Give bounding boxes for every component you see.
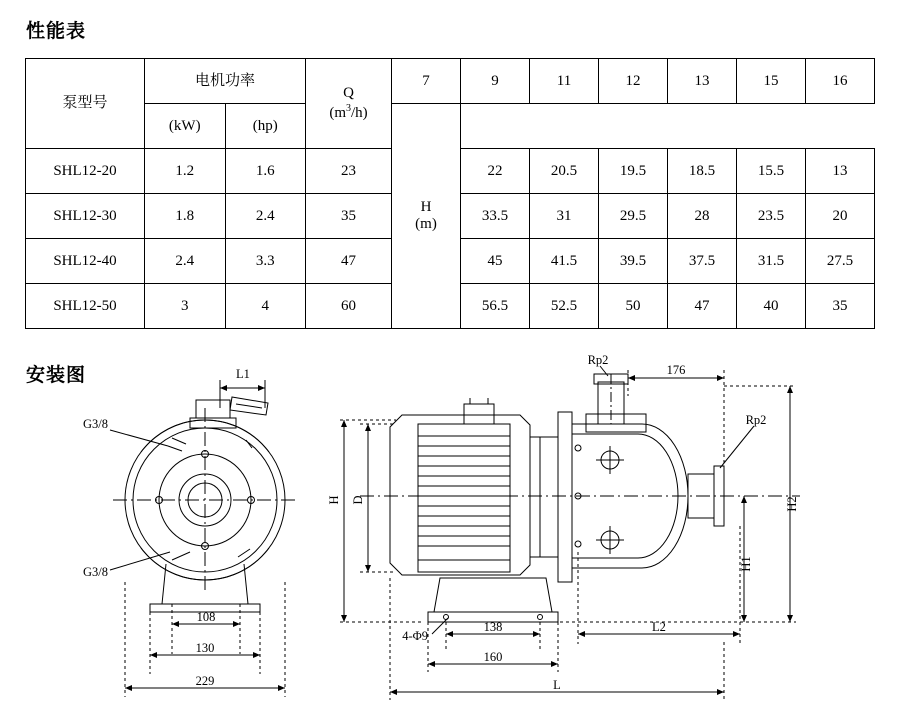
header-kw: (kW): [145, 104, 226, 149]
cell-head-5: 40: [737, 284, 806, 329]
installation-drawing: [0, 352, 900, 718]
cell-head-3: 29.5: [599, 194, 668, 239]
installation-drawing-svg: [0, 352, 900, 718]
cell-head-1: 56.5: [461, 284, 530, 329]
cell-kw: 1.8: [145, 194, 226, 239]
header-head-h: [392, 104, 461, 329]
header-flow-2: 11: [530, 59, 599, 104]
cell-head-2: 52.5: [530, 284, 599, 329]
cell-head-3: 19.5: [599, 149, 668, 194]
header-h-unit: (m): [415, 216, 437, 232]
cell-head-5: 15.5: [737, 149, 806, 194]
label-dim-176: 176: [666, 363, 686, 377]
cell-hp: 4: [225, 284, 306, 329]
header-flow-1: 9: [461, 59, 530, 104]
header-q-unit: $(m^3/h)$: [329, 102, 368, 121]
cell-kw: 3: [145, 284, 226, 329]
cell-kw: 1.2: [145, 149, 226, 194]
cell-head-6: 27.5: [806, 239, 875, 284]
table-header-row-1: [26, 59, 875, 104]
label-dim-108: 108: [196, 610, 216, 624]
cell-head-1: 22: [461, 149, 530, 194]
label-g38-bottom: G3/8: [83, 565, 108, 579]
cell-head-3: 39.5: [599, 239, 668, 284]
cell-head-6: 20: [806, 194, 875, 239]
cell-model: SHL12-40: [26, 239, 145, 284]
cell-head-2: 20.5: [530, 149, 599, 194]
header-h-symbol: H: [420, 198, 432, 215]
cell-head-4: 37.5: [668, 239, 737, 284]
label-l: L: [553, 678, 561, 692]
cell-model: SHL12-50: [26, 284, 145, 329]
cell-head-5: 31.5: [737, 239, 806, 284]
cell-model: SHL12-20: [26, 149, 145, 194]
header-motor-power: 电机功率: [145, 59, 306, 104]
label-h: H: [327, 495, 341, 505]
header-flow-5: 15: [737, 59, 806, 104]
right-view-group: [340, 366, 800, 700]
label-holes-4-phi9: 4-Φ9: [402, 629, 428, 643]
label-rp2-right: Rp2: [745, 413, 767, 427]
cell-head-0: 23: [306, 149, 392, 194]
installation-drawing-title: 安装图: [26, 365, 87, 386]
label-dim-229: 229: [195, 674, 215, 688]
cell-kw: 2.4: [145, 239, 226, 284]
cell-hp: 3.3: [225, 239, 306, 284]
cell-head-6: 13: [806, 149, 875, 194]
cell-hp: 1.6: [225, 149, 306, 194]
label-l2: L2: [652, 620, 666, 634]
cell-head-5: 23.5: [737, 194, 806, 239]
label-h2: H2: [785, 496, 799, 512]
cell-model: SHL12-30: [26, 194, 145, 239]
label-d: D: [351, 495, 365, 505]
cell-head-1: 45: [461, 239, 530, 284]
cell-head-4: 18.5: [668, 149, 737, 194]
cell-head-1: 33.5: [461, 194, 530, 239]
cell-head-2: 41.5: [530, 239, 599, 284]
cell-head-0: 35: [306, 194, 392, 239]
label-dim-138: 138: [483, 620, 503, 634]
cell-head-0: 47: [306, 239, 392, 284]
cell-head-6: 35: [806, 284, 875, 329]
cell-head-4: 28: [668, 194, 737, 239]
label-rp2-top: Rp2: [587, 353, 609, 367]
cell-head-2: 31: [530, 194, 599, 239]
label-dim-130: 130: [195, 641, 215, 655]
cell-hp: 2.4: [225, 194, 306, 239]
header-flow-4: 13: [668, 59, 737, 104]
header-flow-6: 16: [806, 59, 875, 104]
cell-head-0: 60: [306, 284, 392, 329]
label-h1: H1: [739, 556, 753, 572]
label-l1: L1: [236, 367, 250, 381]
cell-head-3: 50: [599, 284, 668, 329]
header-hp: (hp): [225, 104, 306, 149]
label-dim-160: 160: [483, 650, 503, 664]
header-q-symbol: Q: [343, 85, 354, 102]
cell-head-4: 47: [668, 284, 737, 329]
header-flow-q: [306, 59, 392, 149]
performance-table: [25, 58, 875, 329]
performance-table-title: 性能表: [26, 21, 87, 42]
header-flow-0: 7: [392, 59, 461, 104]
table-header-row-2: [26, 104, 875, 149]
label-g38-top: G3/8: [83, 417, 108, 431]
header-pump-model: 泵型号: [26, 59, 145, 149]
header-flow-3: 12: [599, 59, 668, 104]
